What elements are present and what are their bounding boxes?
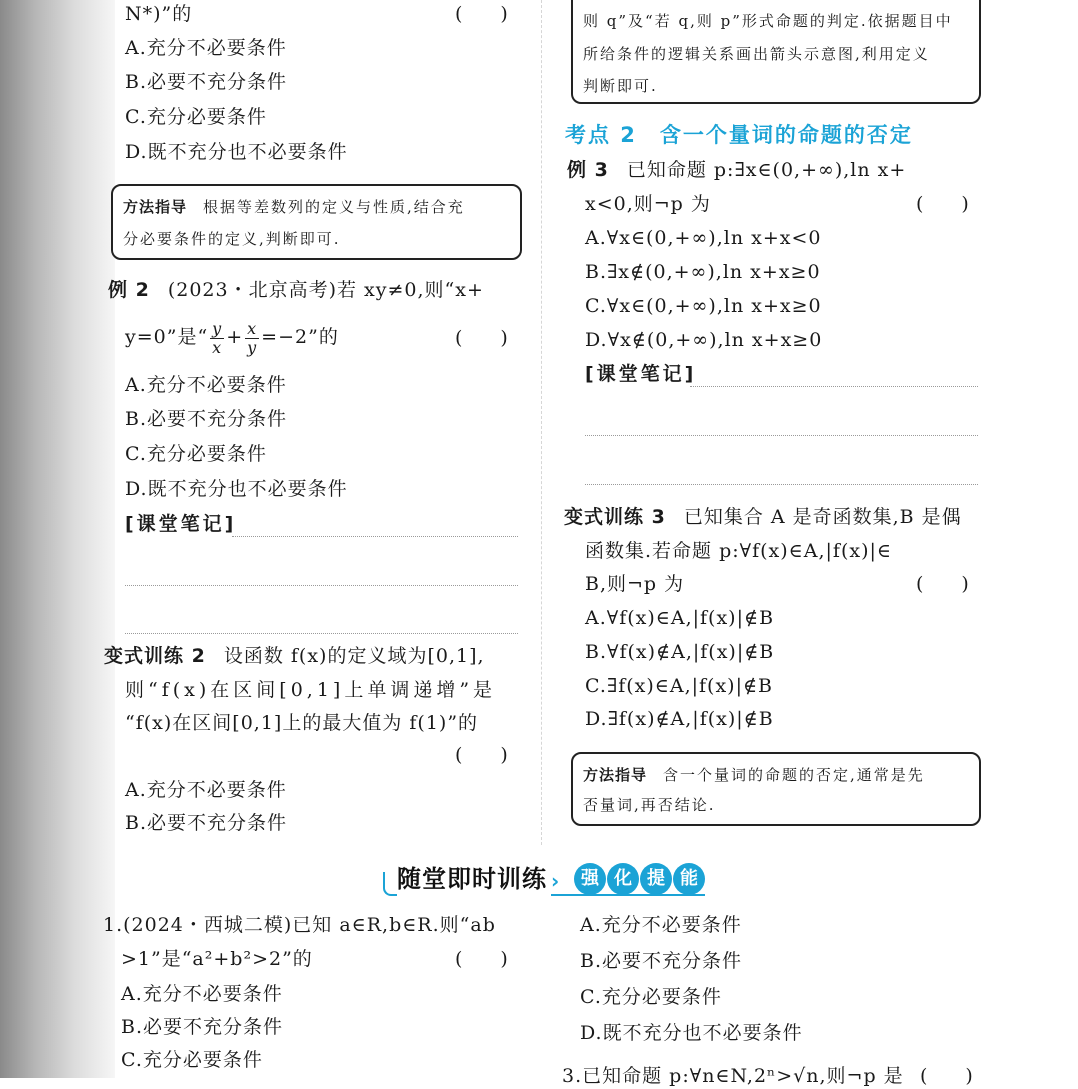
option-b: B.∃x∉(0,+∞),ln x+x≥0 [585, 261, 821, 283]
practice-q1-line-1: 1.(2024・西城二模)已知 a∈R,b∈R.则“ab [103, 914, 496, 936]
practice-banner [383, 860, 713, 898]
method-guide-text: 则 q”及“若 q,则 p”形式命题的判定.依据题目中 [583, 12, 953, 30]
answer-paren: ( ) [455, 744, 508, 766]
notes-line [125, 585, 518, 586]
option-b: B.必要不充分条件 [125, 408, 288, 430]
example-2-line-2: y=0”是“ $\frac{y}{x}$ + $\frac{x}{y}$ =−2”的 [125, 318, 339, 357]
practice-q3-line-1: 3.已知命题 p:∀n∈N,2ⁿ>√n,则¬p 是 [562, 1065, 904, 1087]
method-guide-box [111, 184, 522, 260]
banner-chip: 强 [574, 863, 606, 895]
option-a: A.充分不必要条件 [125, 779, 287, 801]
banner-chip: 能 [673, 863, 705, 895]
option-c: C.充分必要条件 [125, 106, 267, 128]
option-c: C.∃f(x)∈A,|f(x)|∉B [585, 675, 774, 697]
option-d: D.既不充分也不必要条件 [125, 141, 348, 163]
prev-question-tail: N*)”的 [125, 3, 193, 25]
example-label: 例 2 [108, 279, 150, 301]
notes-line [690, 386, 978, 387]
variant-2-line-1: 变式训练 2 设函数 f(x)的定义域为[0,1], [104, 645, 485, 667]
answer-paren: ( ) [455, 327, 508, 349]
method-guide-text: 根据等差数列的定义与性质,结合充 [203, 198, 465, 216]
variant-3-line-2: 函数集.若命题 p:∀f(x)∈A,|f(x)|∈ [585, 540, 892, 562]
option-d: D.既不充分也不必要条件 [580, 1022, 803, 1044]
option-a: A.充分不必要条件 [125, 37, 287, 59]
option-c: C.充分必要条件 [580, 986, 722, 1008]
notes-line [585, 435, 978, 436]
example-label: 例 3 [567, 159, 609, 181]
example-3-line-2: x<0,则¬p 为 [585, 193, 711, 215]
option-b: B.必要不充分条件 [121, 1016, 284, 1038]
banner-chips [574, 863, 705, 895]
option-d: D.∀x∉(0,+∞),ln x+x≥0 [585, 329, 823, 351]
method-guide-text-3: 判断即可. [583, 77, 658, 95]
variant-3-line-3: B,则¬p 为 [585, 573, 685, 595]
example-2-line-1: 例 2 (2023・北京高考)若 xy≠0,则“x+ [108, 279, 484, 301]
option-a: A.充分不必要条件 [580, 914, 742, 936]
option-b: B.∀f(x)∉A,|f(x)|∉B [585, 641, 775, 663]
option-b: B.必要不充分条件 [125, 812, 288, 834]
method-guide-box [571, 752, 981, 826]
class-notes-label: [课堂笔记] [585, 363, 697, 385]
banner-chip: 化 [607, 863, 639, 895]
answer-paren: ( ) [916, 193, 969, 215]
variant-2-line-2: 则“f(x)在区间[0,1]上单调递增”是 [125, 679, 497, 701]
option-a: A.∀f(x)∈A,|f(x)|∉B [585, 607, 775, 629]
class-notes-label: [课堂笔记] [125, 513, 237, 535]
variant-2-line-3: “f(x)在区间[0,1]上的最大值为 f(1)”的 [125, 712, 479, 734]
chevron-right-icon: › [551, 869, 560, 893]
option-d: D.既不充分也不必要条件 [125, 478, 348, 500]
notes-line [232, 536, 518, 537]
option-b: B.必要不充分条件 [580, 950, 743, 972]
option-b: B.必要不充分条件 [125, 71, 288, 93]
option-a: A.∀x∈(0,+∞),ln x+x<0 [585, 227, 822, 249]
answer-paren: ( ) [455, 3, 508, 25]
banner-chip: 提 [640, 863, 672, 895]
fraction-x-over-y: $\frac{x}{y}$ [247, 318, 258, 357]
method-guide-tag: 方法指导 [583, 766, 648, 784]
option-c: C.充分必要条件 [121, 1049, 263, 1071]
method-guide-text: 含一个量词的命题的否定,通常是先 [663, 766, 925, 784]
method-guide-box-top [571, 0, 981, 104]
column-divider [541, 0, 542, 845]
option-a: A.充分不必要条件 [121, 983, 283, 1005]
section-title: 考点 2 含一个量词的命题的否定 [565, 123, 913, 147]
answer-paren: ( ) [916, 573, 969, 595]
variant-label: 变式训练 3 [564, 506, 666, 528]
answer-paren: ( ) [920, 1065, 973, 1087]
option-a: A.充分不必要条件 [125, 374, 287, 396]
variant-3-line-1: 变式训练 3 已知集合 A 是奇函数集,B 是偶 [564, 506, 962, 528]
banner-title: 随堂即时训练 [397, 862, 551, 896]
variant-label: 变式训练 2 [104, 645, 206, 667]
notes-line [585, 484, 978, 485]
practice-q1-line-2: >1”是“a²+b²>2”的 [121, 948, 313, 970]
notes-line [125, 633, 518, 634]
method-guide-text-2: 所给条件的逻辑关系画出箭头示意图,利用定义 [583, 45, 930, 63]
fraction-y-over-x: $\frac{y}{x}$ [212, 318, 223, 357]
method-guide-tag: 方法指导 [123, 198, 188, 216]
option-c: C.∀x∈(0,+∞),ln x+x≥0 [585, 295, 822, 317]
option-d: D.∃f(x)∉A,|f(x)|∉B [585, 708, 774, 730]
example-3-line-1: 例 3 已知命题 p:∃x∈(0,+∞),ln x+ [567, 159, 907, 181]
answer-paren: ( ) [455, 948, 508, 970]
method-guide-text-2: 否量词,再否结论. [583, 796, 716, 814]
option-c: C.充分必要条件 [125, 443, 267, 465]
method-guide-text-2: 分必要条件的定义,判断即可. [123, 230, 341, 248]
